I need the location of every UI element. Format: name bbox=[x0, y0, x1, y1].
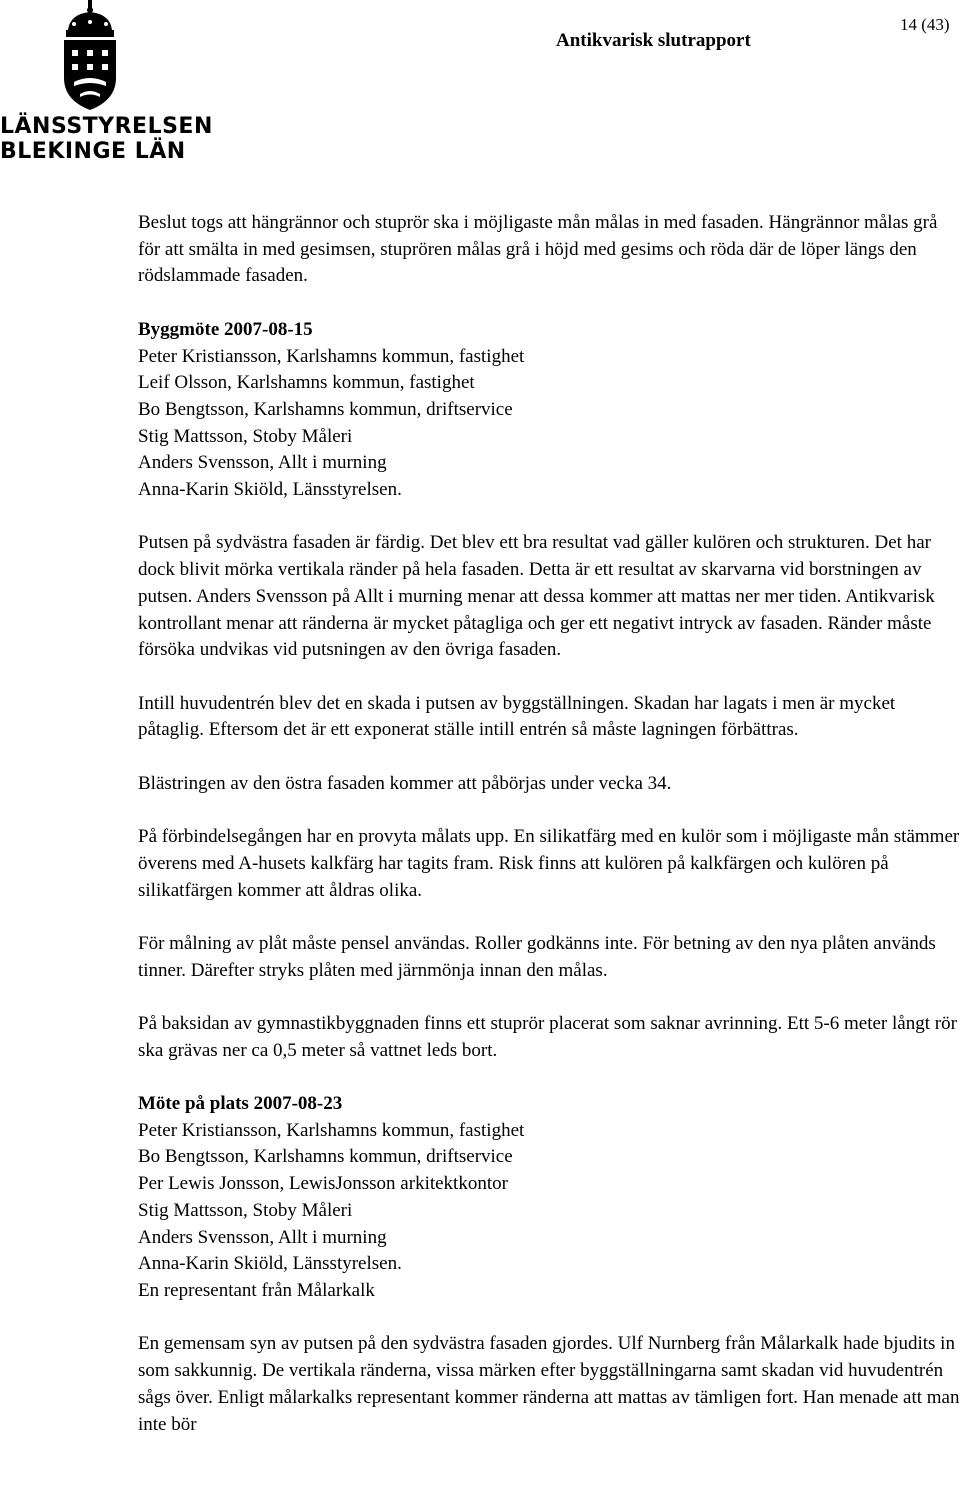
attendee: Peter Kristiansson, Karlshamns kommun, fastighet bbox=[138, 1119, 525, 1141]
report-title: Antikvarisk slutrapport bbox=[556, 30, 751, 51]
page-number: 14 (43) bbox=[900, 15, 950, 34]
attendee: Anders Svensson, Allt i murning bbox=[138, 452, 387, 474]
paragraph: På förbindelsegången har en provyta målats upp. En silikatfärg med en kulör som i möjligaste mån stämmer överens med A-husets kalkfärg har tagits fram. Risk finns att kulören på kalkfärgen och kulören på silikatfärgen kommer att åldras olika. bbox=[138, 826, 960, 901]
org-name-line1: LÄNSSTYRELSEN bbox=[0, 114, 213, 139]
paragraph: Beslut togs att hängrännor och stuprör ska i möjligaste mån målas in med fasaden. Hängrännor målas grå för att smälta in med gesimsen, stuprören målas grå i höjd med gesims och röda där de löper längs den rödslammade fasaden. bbox=[138, 212, 938, 287]
coat-of-arms-icon bbox=[60, 0, 120, 112]
attendee: Anna-Karin Skiöld, Länsstyrelsen. bbox=[138, 479, 402, 501]
paragraph: Blästringen av den östra fasaden kommer att påbörjas under vecka 34. bbox=[138, 772, 672, 794]
attendee: Bo Bengtsson, Karlshamns kommun, driftservice bbox=[138, 398, 513, 420]
meeting-block-1 bbox=[138, 317, 960, 504]
lansstyrelsen-logo bbox=[0, 0, 213, 170]
attendee: En representant från Målarkalk bbox=[138, 1280, 375, 1301]
paragraph: Intill huvudentrén blev det en skada i putsen av byggställningen. Skadan har lagats i men är mycket påtaglig. Eftersom det är ett exponerat ställe intill entrén så måste lagningen förbättras. bbox=[138, 692, 896, 741]
attendee: Anders Svensson, Allt i murning bbox=[138, 1226, 387, 1248]
attendee: Stig Mattsson, Stoby Måleri bbox=[138, 425, 353, 447]
paragraph: En gemensam syn av putsen på den sydvästra fasaden gjordes. Ulf Nurnberg från Målarkalk hade bjudits in som sakkunnig. De vertikala ränderna, vissa märken efter byggställningarna samt skadan vid huvudentrén sågs över. Enligt målarkalks representant kommer ränderna att mattas av tämligen fort. Han menade att man inte bör bbox=[138, 1333, 960, 1435]
attendee: Per Lewis Jonsson, LewisJonsson arkitektkontor bbox=[138, 1173, 508, 1195]
paragraph: Putsen på sydvästra fasaden är färdig. Det blev ett bra resultat vad gäller kulören och strukturen. Det har dock blivit mörka vertikala ränder på hela fasaden. Detta är ett resultat av skarvarna vid borstningen av putsen. Anders Svensson på Allt i murning menar att dessa kommer att mattas ner mer tiden. Antikvarisk kontrollant menar att ränderna är mycket påtagliga och ger ett negativt intryck av fasaden. Ränder måste försöka undvikas vid putsningen av den övriga fasaden. bbox=[138, 532, 935, 661]
attendee: Peter Kristiansson, Karlshamns kommun, fastighet bbox=[138, 345, 525, 367]
attendee: Stig Mattsson, Stoby Måleri bbox=[138, 1199, 353, 1221]
attendee: Anna-Karin Skiöld, Länsstyrelsen. bbox=[138, 1253, 402, 1275]
document-body bbox=[138, 210, 960, 1465]
paragraph: På baksidan av gymnastikbyggnaden finns ett stuprör placerat som saknar avrinning. Ett 5-6 meter långt rör ska grävas ner ca 0,5 meter så vattnet leds bort. bbox=[138, 1012, 957, 1061]
attendee: Leif Olsson, Karlshamns kommun, fastighet bbox=[138, 372, 475, 394]
meeting-heading: Möte på plats 2007-08-23 bbox=[138, 1093, 343, 1115]
org-name-line2: BLEKINGE LÄN bbox=[0, 139, 186, 164]
paragraph: För målning av plåt måste pensel användas. Roller godkänns inte. För betning av den nya plåten används tinner. Därefter stryks plåten med järnmönja innan den målas. bbox=[138, 932, 936, 981]
meeting-block-2 bbox=[138, 1091, 960, 1305]
meeting-heading: Byggmöte 2007-08-15 bbox=[138, 318, 313, 340]
attendee: Bo Bengtsson, Karlshamns kommun, driftservice bbox=[138, 1146, 513, 1168]
